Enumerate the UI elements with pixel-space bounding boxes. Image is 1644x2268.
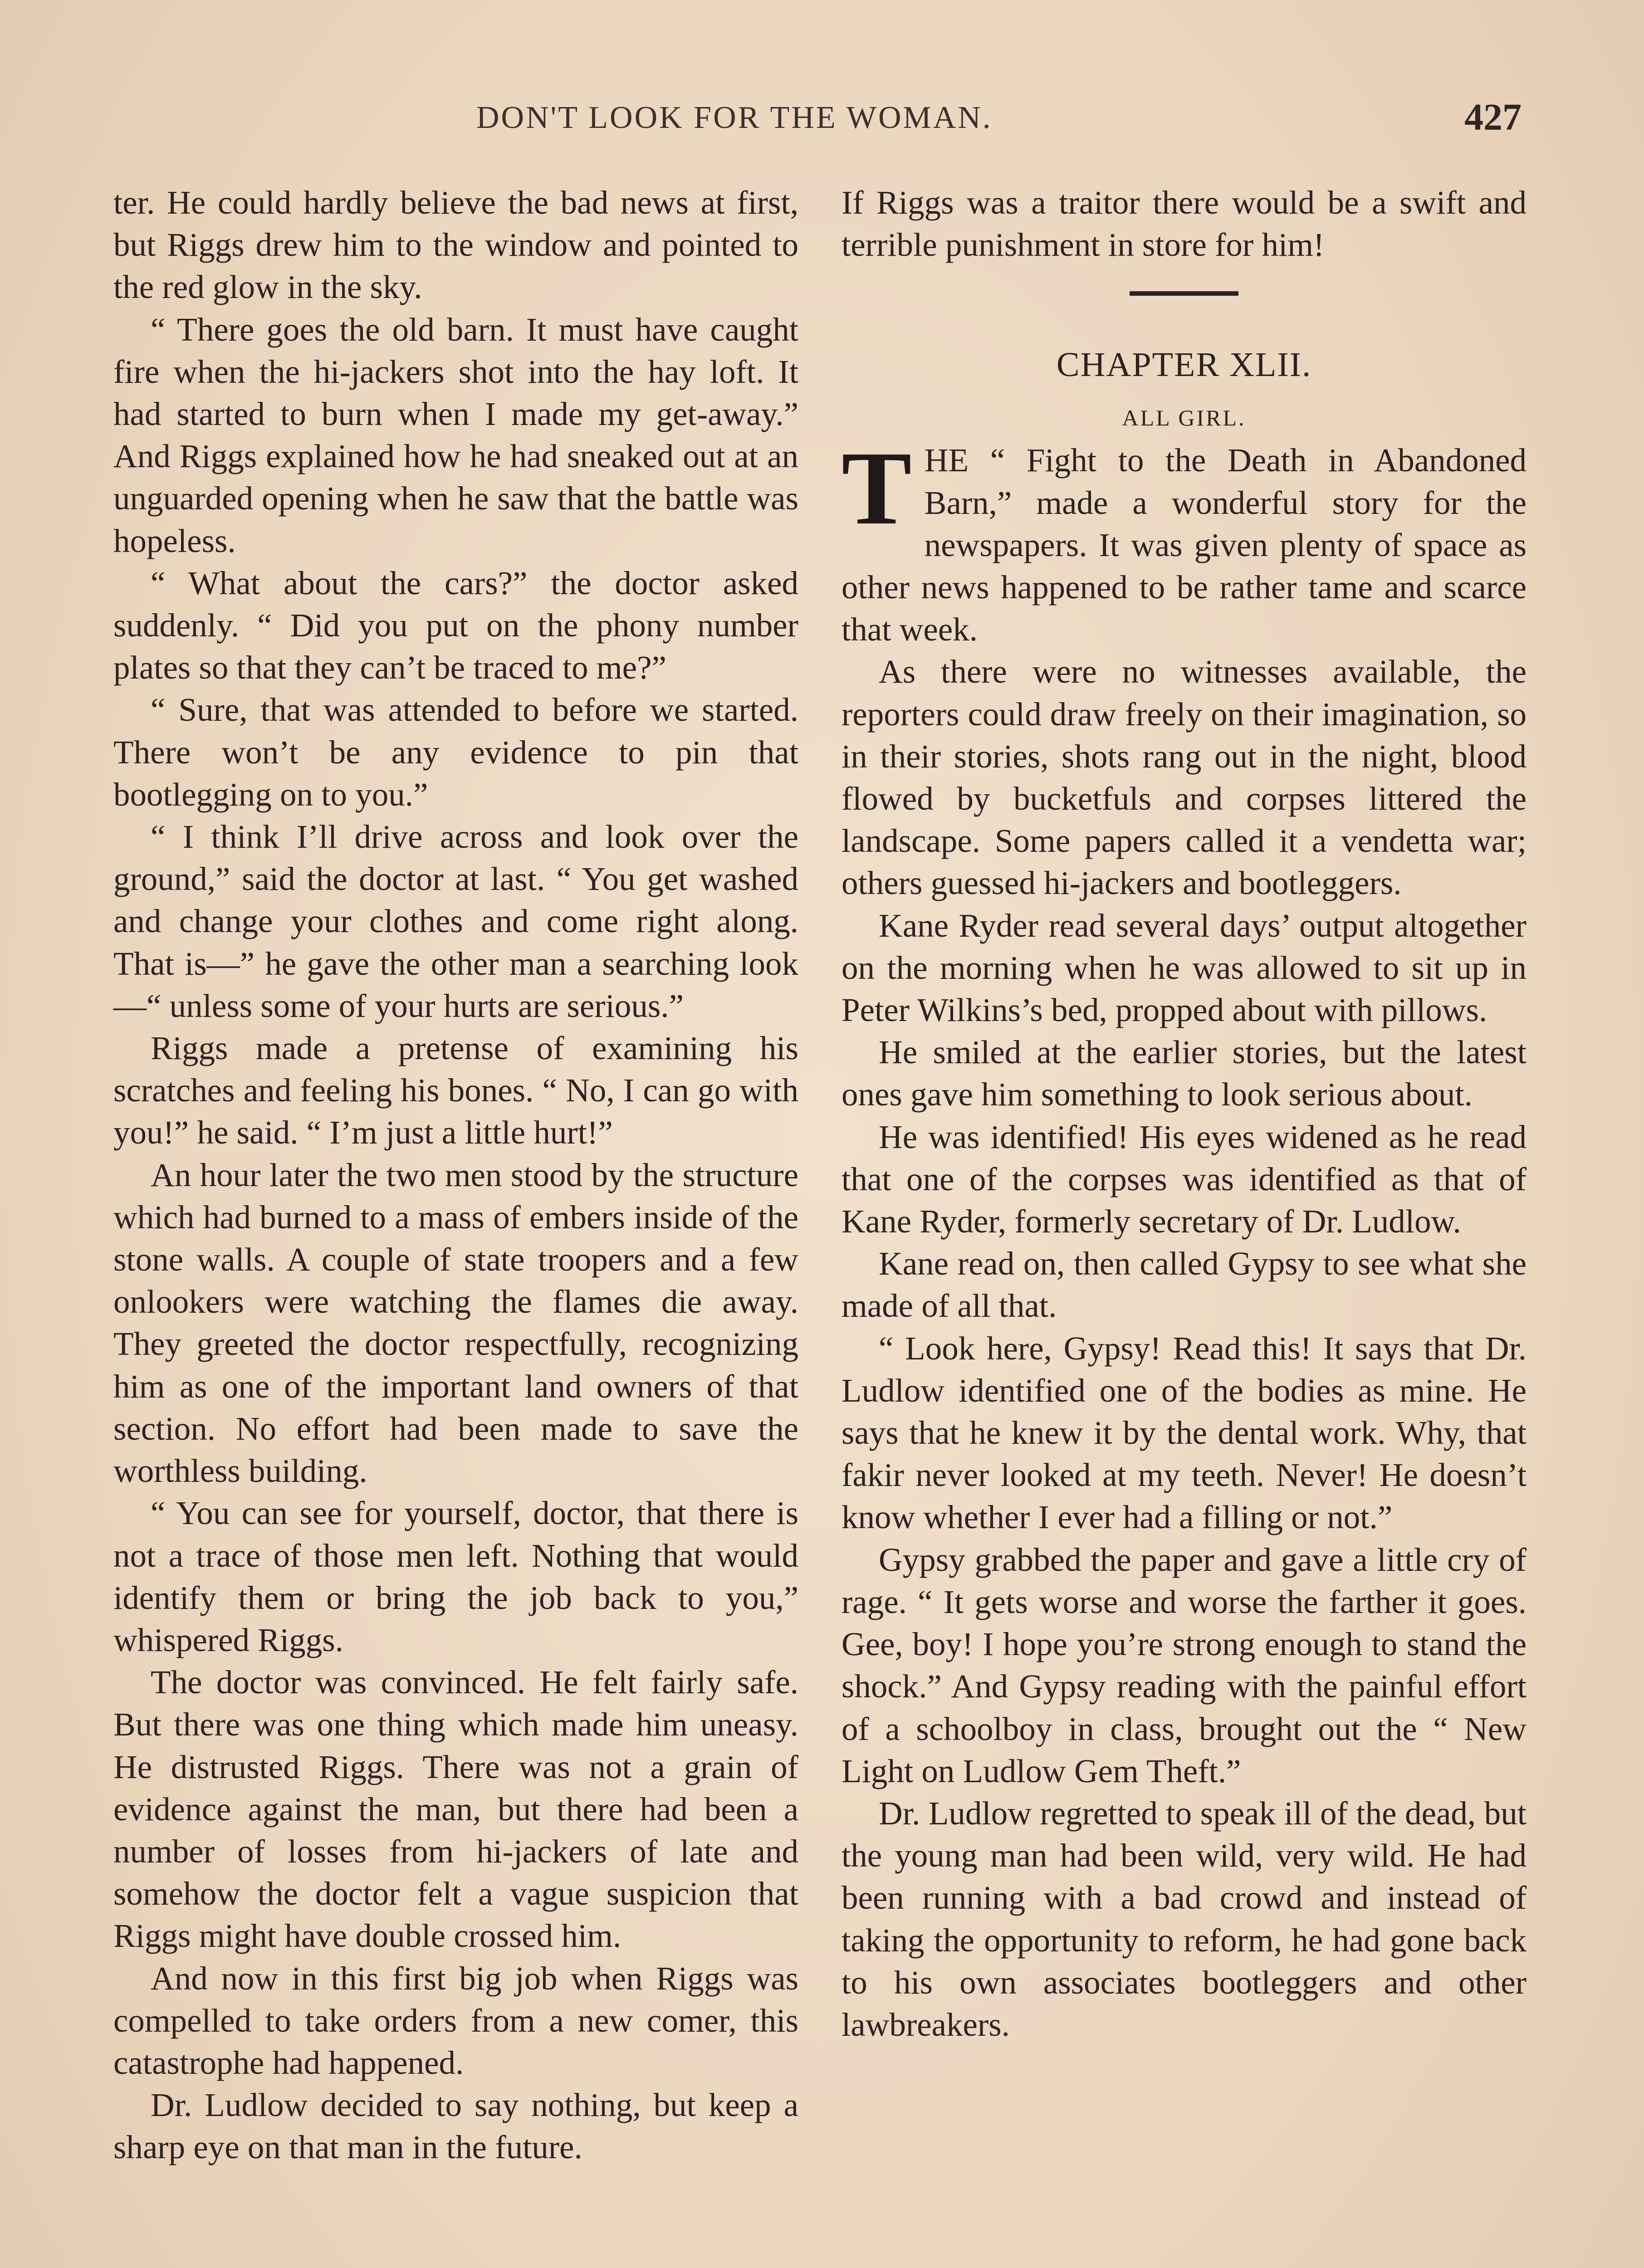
paragraph: Gypsy grabbed the paper and gave a little cry of rage. “ It gets worse and worse the farther it goes. Gee, boy! I hope you’re strong enough to stand the shock.” And Gypsy reading with the painful effort of a schoolboy in class, brought out the “ New Light on Ludlow Gem Theft.”	[842, 1541, 1527, 1789]
paragraph: “ There goes the old barn. It must have caught fire when the hi-jackers shot into the hay loft. It had started to burn when I made my get-away.” And Riggs explained how he had sneaked out at an unguarded opening when he saw that the battle was hopeless.	[113, 311, 798, 559]
paragraph: He was identified! His eyes widened as he read that one of the corpses was identified as that of Kane Ryder, formerly secretary of Dr. Ludlow.	[842, 1118, 1527, 1240]
paragraph: “ What about the cars?” the doctor asked suddenly. “ Did you put on the phony number plates so that they can’t be traced to me?”	[113, 564, 798, 686]
paragraph: “ I think I’ll drive across and look over the ground,” said the doctor at last. “ You get washed and change your clothes and come right along. That is—” he gave the other man a searching look—“ unless some of your hurts are serious.”	[113, 818, 798, 1024]
paragraph: If Riggs was a traitor there would be a swift and terrible punishment in store for him!	[842, 184, 1527, 264]
opening-text: HE “ Fight to the Death in Abandoned Barn,” made a wonderful story for the newspapers. It was given plenty of space as other news happened to be rather tame and scarce that week.	[842, 442, 1527, 648]
page-number: 427	[1464, 96, 1522, 138]
paragraph: ter. He could hardly believe the bad news at first, but Riggs drew him to the window and pointed to the red glow in the sky.	[113, 184, 798, 306]
chapter-subtitle: ALL GIRL.	[1122, 405, 1246, 431]
paragraph: Kane Ryder read several days’ output altogether on the morning when he was allowed to sit up in Peter Wilkins’s bed, propped about with pillows.	[842, 907, 1527, 1029]
chapter-title: CHAPTER XLII.	[1056, 346, 1312, 384]
paragraph: The doctor was convinced. He felt fairly safe. But there was one thing which made him uneasy. He distrusted Riggs. There was not a grain of evidence against the man, but there had been a number of losses from hi-jackers of late and somehow the doctor felt a vague suspicion that Riggs might have double crossed him.	[113, 1664, 798, 1955]
paragraph: Dr. Ludlow decided to say nothing, but keep a sharp eye on that man in the future.	[113, 2087, 798, 2166]
section-divider	[1130, 291, 1238, 296]
paragraph: An hour later the two men stood by the structure which had burned to a mass of embers inside of the stone walls. A couple of state troopers and a few onlookers were watching the flames die away. They greeted the doctor respectfully, recognizing him as one of the important land owners of that section. No effort had been made to save the worthless building.	[113, 1156, 798, 1490]
paragraph: “ You can see for yourself, doctor, that there is not a trace of those men left. Nothing that would identify them or bring the job back to you,” whispered Riggs.	[113, 1495, 798, 1658]
chapter-opening-paragraph	[842, 430, 1527, 650]
left-column	[113, 181, 798, 2169]
paragraph: Dr. Ludlow regretted to speak ill of the dead, but the young man had been wild, very wild. He had been running with a bad crowd and instead of taking the opportunity to reform, he had gone back to his own associates bootleggers and other lawbreakers.	[842, 1794, 1527, 2043]
paragraph: Kane read on, then called Gypsy to see what she made of all that.	[842, 1245, 1527, 1325]
paragraph: “ Sure, that was attended to before we started. There won’t be any evidence to pin that bootlegging on to you.”	[113, 691, 798, 813]
paragraph: And now in this first big job when Riggs was compelled to take orders from a new comer, this catastrophe had happened.	[113, 1960, 798, 2081]
right-column	[842, 181, 1527, 2046]
drop-cap: T	[842, 430, 912, 547]
paragraph: “ Look here, Gypsy! Read this! It says that Dr. Ludlow identified one of the bodies as mine. He says that he knew it by the dental work. Why, that fakir never looked at my teeth. Never! He doesn’t know whether I ever had a filling or not.”	[842, 1330, 1527, 1536]
paragraph: He smiled at the earlier stories, but the latest ones gave him something to look serious about.	[842, 1034, 1527, 1113]
paragraph: As there were no witnesses available, the reporters could draw freely on their imagination, so in their stories, shots rang out in the night, blood flowed by bucketfuls and corpses littered the landscape. Some papers called it a vendetta war; others guessed hi-jackers and bootleggers.	[842, 653, 1527, 902]
running-title: DON'T LOOK FOR THE WOMAN.	[476, 100, 993, 135]
paragraph: Riggs made a pretense of examining his scratches and feeling his bones. “ No, I can go with you!” he said. “ I’m just a little hurt!”	[113, 1030, 798, 1151]
